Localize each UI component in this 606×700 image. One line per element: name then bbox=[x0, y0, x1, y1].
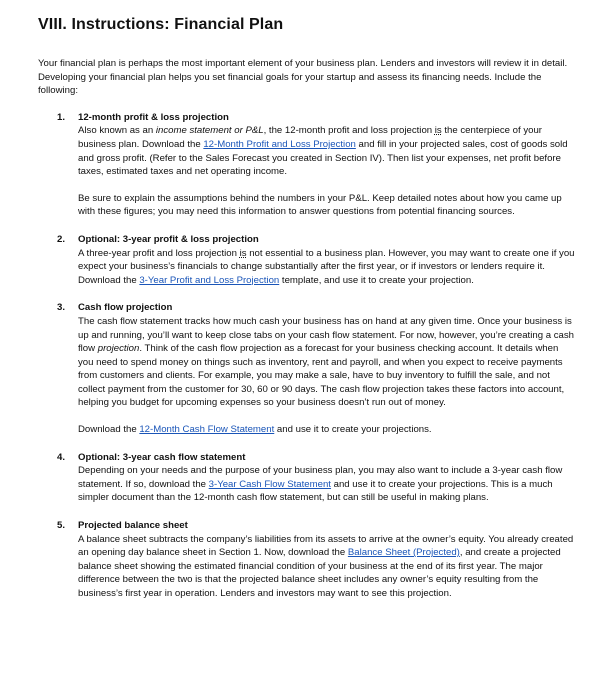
list-item-3yr-pl-projection bbox=[38, 233, 576, 287]
item-paragraph: Also known as an income statement or P&L, the 12-month profit and loss projection is the centerpiece of your business plan. Download the 12-Month Profit and Loss Projection and fill in your projected sales, cost of goods sold and gross profit. (Refer to the Sales Forecast you created in Section IV). Then list your expenses, net profit before taxes, estimated taxes and net operating income. bbox=[78, 125, 568, 178]
link-12-month-pl-projection[interactable]: 12-Month Profit and Loss Projection bbox=[203, 138, 356, 150]
item-number: 1. bbox=[57, 111, 66, 123]
item-paragraph-notes: Be sure to explain the assumptions behind the numbers in your P&L. Keep detailed notes about how you came up with these figures; you may need this information to answer questions from potential financing sources. bbox=[78, 192, 562, 218]
item-number: 4. bbox=[57, 451, 66, 463]
link-balance-sheet-projected[interactable]: Balance Sheet (Projected) bbox=[347, 547, 460, 559]
emphasis-text: income statement or P&L bbox=[155, 125, 264, 137]
item-number: 3. bbox=[57, 302, 66, 314]
list-item-3yr-cash-flow bbox=[38, 451, 576, 505]
item-heading: Projected balance sheet bbox=[78, 520, 188, 532]
item-paragraph: The cash flow statement tracks how much cash your business has on hand at any given time. Once your business is up and running, you’ll want to keep close tabs on your cash flow statement. For now, however, you’re creating a cash flow projection. Think of the cash flow projection as a forecast for your business checking account. It details when you need to spend money on things such as inventory, rent and payroll, and when you expect to receive payments from customers and clients. For example, you may make a sale, have to buy inventory to fulfill the sale, and not collect payment from the customer for 30, 60 or 90 days. The cash flow projection takes these factors into account, helping you budget for upcoming expenses so your business doesn’t run out of money. bbox=[78, 315, 574, 409]
item-heading: 12-month profit & loss projection bbox=[78, 111, 229, 123]
list-item-cash-flow-projection bbox=[38, 301, 576, 436]
item-heading: Optional: 3-year profit & loss projection bbox=[78, 233, 259, 245]
item-heading: Optional: 3-year cash flow statement bbox=[78, 451, 246, 463]
page-title: VIII. Instructions: Financial Plan bbox=[38, 16, 284, 33]
item-paragraph-download: Download the 12-Month Cash Flow Statement and use it to create your projections. bbox=[78, 424, 432, 436]
item-paragraph: A balance sheet subtracts the company’s liabilities from its assets to arrive at the owner’s equity. You already created an opening day balance sheet in Section 1. Now, download the Balance Sheet (Projected), and create a projected balance sheet showing the estimated financial condition of your business at the end of its first year. The major difference between the two is that the projected balance sheet includes any owner’s equity resulting from the business’s first year in operation. Lenders and investors may want to see this projection. bbox=[78, 533, 574, 599]
list-item-balance-sheet bbox=[38, 519, 576, 601]
item-paragraph: A three-year profit and loss projection is not essential to a business plan. However, you may want to create one if you expect your business’s financials to change substantially after the first year, or if investors or lenders require it. Download the 3-Year Profit and Loss Projection template, and use it to create your projection. bbox=[78, 247, 575, 286]
item-number: 2. bbox=[57, 233, 66, 245]
link-3-year-pl-projection[interactable]: 3-Year Profit and Loss Projection bbox=[139, 274, 280, 286]
emphasis-text: projection bbox=[97, 343, 140, 355]
item-paragraph: Depending on your needs and the purpose of your business plan, you may also want to include a 3-year cash flow statement. If so, download the 3-Year Cash Flow Statement and use it to create your projections. This is a much simpler document than the 12-month cash flow statement, but can still be useful in making plans. bbox=[78, 465, 563, 504]
link-12-month-cash-flow[interactable]: 12-Month Cash Flow Statement bbox=[139, 424, 275, 436]
list-item-pl-projection bbox=[38, 111, 576, 219]
intro-paragraph: Your financial plan is perhaps the most important element of your business plan. Lenders and investors will review it in detail. Developing your financial plan helps you set financial goals for your startup and assess its financing needs. Include the following: bbox=[38, 58, 568, 97]
instructions-list bbox=[38, 111, 576, 601]
link-3-year-cash-flow[interactable]: 3-Year Cash Flow Statement bbox=[208, 478, 331, 490]
item-number: 5. bbox=[57, 520, 66, 532]
item-heading: Cash flow projection bbox=[78, 302, 173, 314]
